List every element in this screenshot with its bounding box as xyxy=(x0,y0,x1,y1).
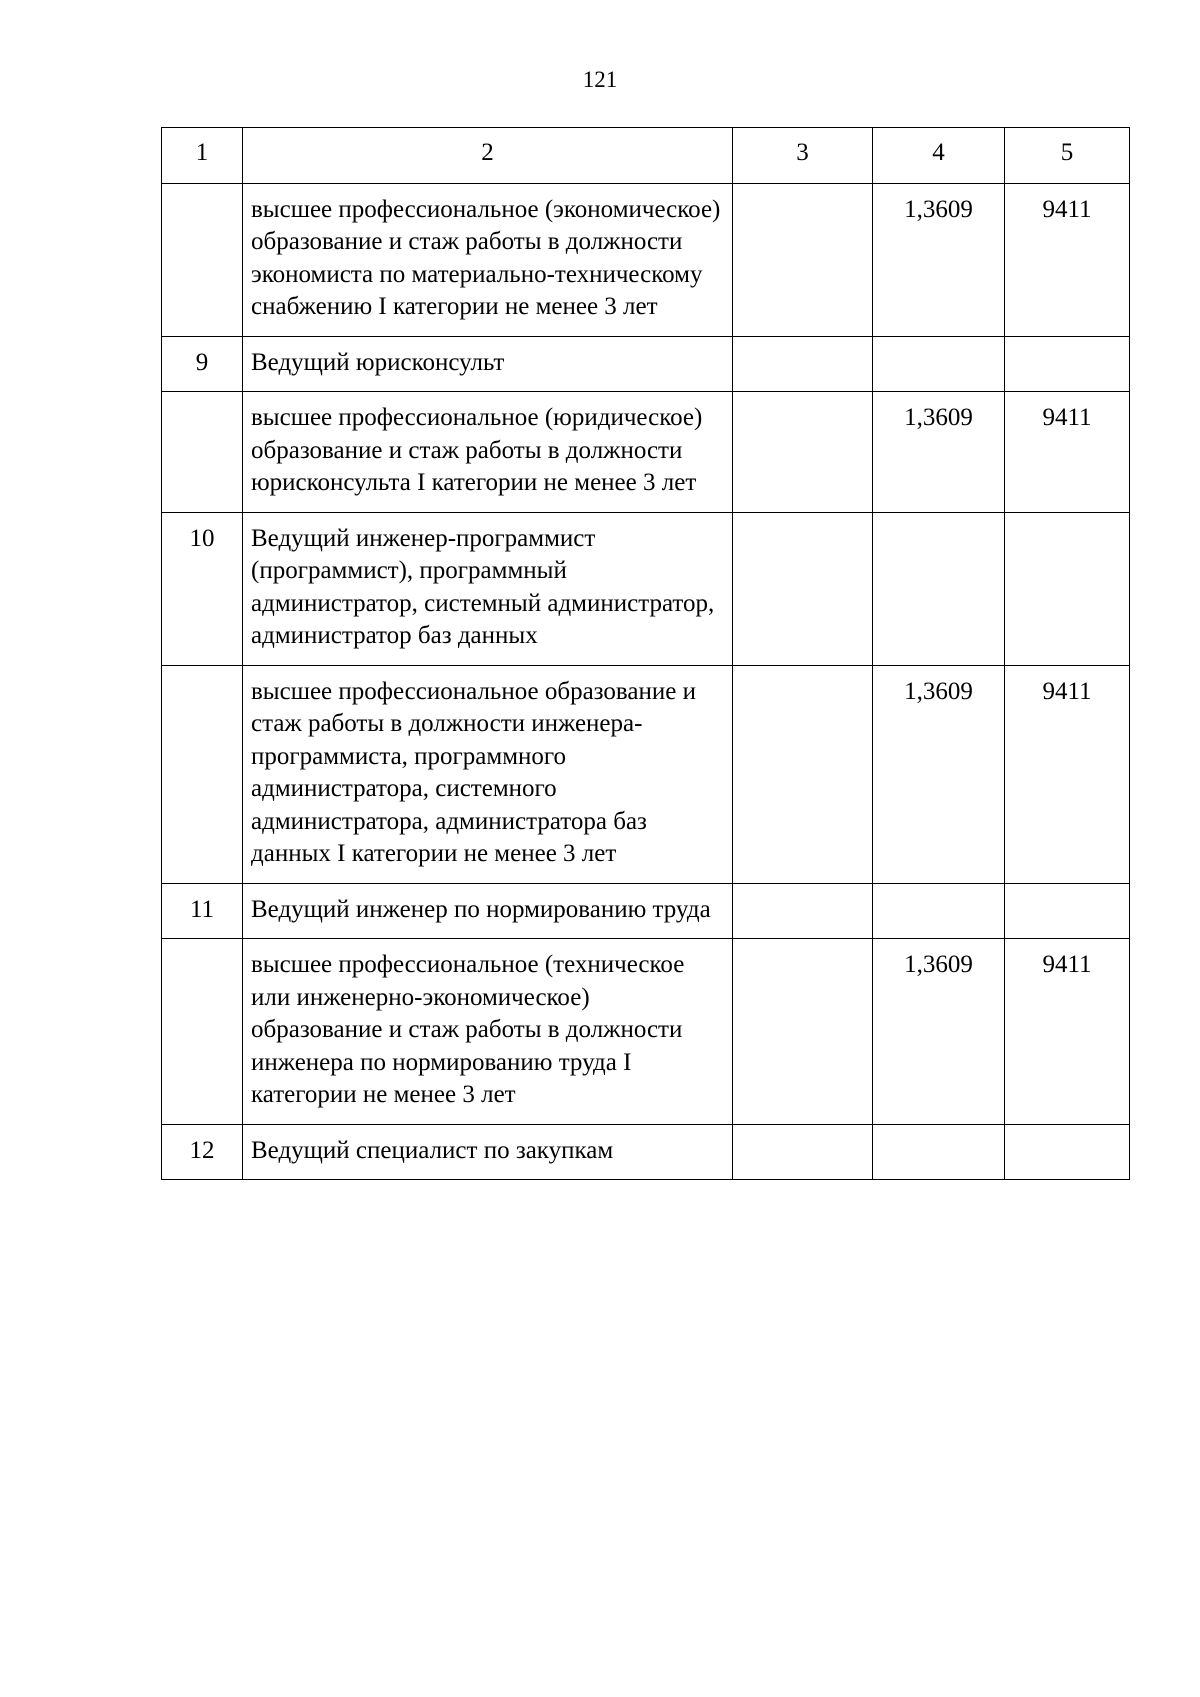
row-col3 xyxy=(733,883,873,939)
row-salary: 9411 xyxy=(1005,392,1130,513)
row-salary: 9411 xyxy=(1005,665,1130,883)
page-number: 121 xyxy=(582,67,618,92)
row-coefficient: 1,3609 xyxy=(873,392,1005,513)
column-header: 3 xyxy=(733,128,873,184)
column-header: 4 xyxy=(873,128,1005,184)
row-description: высшее профессиональное образование и стаж работы в должности инженера-программиста, программного администратора, системного администратора, администратора баз данных I категории не менее 3 лет xyxy=(243,665,733,883)
table-row xyxy=(162,512,1130,665)
row-description: высшее профессиональное (экономическое) образование и стаж работы в должности экономиста по материально-техническому снабжению I категории не менее 3 лет xyxy=(243,183,733,336)
row-col3 xyxy=(733,665,873,883)
row-number: 11 xyxy=(162,883,243,939)
row-col3 xyxy=(733,183,873,336)
row-description: Ведущий специалист по закупкам xyxy=(243,1124,733,1180)
positions-table xyxy=(161,127,1130,1180)
row-col3 xyxy=(733,1124,873,1180)
row-coefficient xyxy=(873,336,1005,392)
row-description: высшее профессиональное (техническое или инженерно-экономическое) образование и стаж работы в должности инженера по нормированию труда I категории не менее 3 лет xyxy=(243,939,733,1125)
table-header-row xyxy=(162,128,1130,184)
row-col3 xyxy=(733,392,873,513)
row-number xyxy=(162,665,243,883)
row-col3 xyxy=(733,336,873,392)
row-number xyxy=(162,939,243,1125)
row-coefficient xyxy=(873,512,1005,665)
table-row xyxy=(162,939,1130,1125)
row-salary xyxy=(1005,1124,1130,1180)
row-description: Ведущий инженер по нормированию труда xyxy=(243,883,733,939)
row-salary xyxy=(1005,883,1130,939)
row-description: Ведущий инженер-программист (программист), программный администратор, системный администратор, администратор баз данных xyxy=(243,512,733,665)
column-header: 2 xyxy=(243,128,733,184)
row-number xyxy=(162,392,243,513)
table-row xyxy=(162,883,1130,939)
row-salary: 9411 xyxy=(1005,939,1130,1125)
table-row xyxy=(162,1124,1130,1180)
row-coefficient: 1,3609 xyxy=(873,665,1005,883)
row-number: 10 xyxy=(162,512,243,665)
row-number xyxy=(162,183,243,336)
row-col3 xyxy=(733,939,873,1125)
column-header: 5 xyxy=(1005,128,1130,184)
table-row xyxy=(162,336,1130,392)
row-coefficient xyxy=(873,1124,1005,1180)
row-salary xyxy=(1005,336,1130,392)
row-description: высшее профессиональное (юридическое) образование и стаж работы в должности юрисконсульта I категории не менее 3 лет xyxy=(243,392,733,513)
row-col3 xyxy=(733,512,873,665)
column-header: 1 xyxy=(162,128,243,184)
row-description: Ведущий юрисконсульт xyxy=(243,336,733,392)
row-coefficient xyxy=(873,883,1005,939)
row-coefficient: 1,3609 xyxy=(873,939,1005,1125)
table-row xyxy=(162,392,1130,513)
table-row xyxy=(162,665,1130,883)
table-row xyxy=(162,183,1130,336)
row-coefficient: 1,3609 xyxy=(873,183,1005,336)
row-number: 12 xyxy=(162,1124,243,1180)
row-salary: 9411 xyxy=(1005,183,1130,336)
row-number: 9 xyxy=(162,336,243,392)
row-salary xyxy=(1005,512,1130,665)
